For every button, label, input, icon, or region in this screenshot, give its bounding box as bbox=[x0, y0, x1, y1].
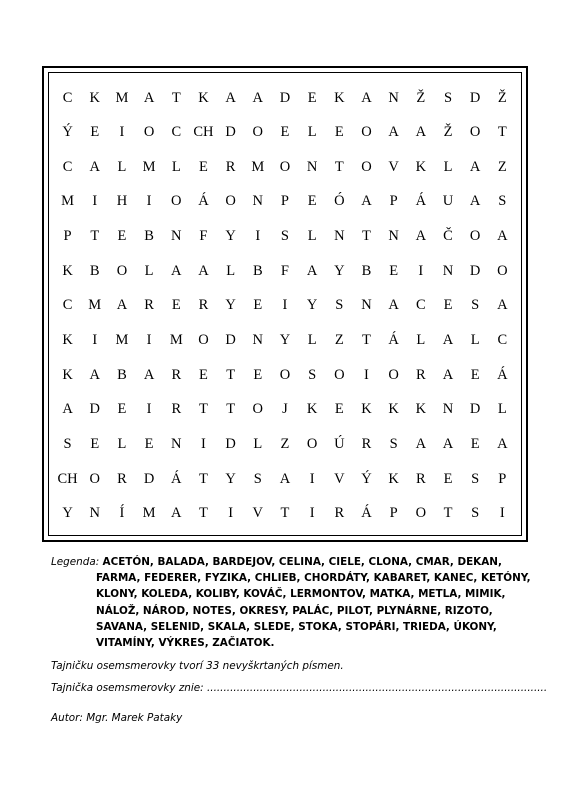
grid-cell: U bbox=[442, 193, 454, 210]
grid-cell: E bbox=[90, 124, 100, 141]
grid-cell: Y bbox=[279, 332, 291, 349]
grid-cell: E bbox=[334, 401, 344, 418]
grid-cell: O bbox=[361, 124, 372, 141]
grid-cell: Z bbox=[497, 158, 507, 175]
grid-cell: Ž bbox=[443, 124, 453, 141]
grid-cell: Á bbox=[361, 505, 372, 522]
legend-line-3: KLONY, KOLEDA, KOLIBY, KOVÁČ, LERMONTOV, MATKA, METLA, MIMIK, bbox=[96, 588, 506, 601]
grid-cell: O bbox=[306, 436, 318, 453]
grid-cell: I bbox=[309, 470, 315, 487]
grid-cell: Ý bbox=[361, 470, 372, 487]
grid-cell: N bbox=[442, 262, 454, 279]
grid-cell: O bbox=[334, 366, 345, 383]
grid-cell: M bbox=[115, 332, 129, 349]
grid-row bbox=[54, 222, 516, 252]
legend-line-4: NÁLOŽ, NÁROD, NOTES, OKRESY, PALÁC, PILOT, PLYNÁRNE, RIZOTO, bbox=[96, 604, 493, 617]
grid-row bbox=[54, 464, 516, 494]
grid-cell: P bbox=[63, 228, 72, 245]
grid-cell: L bbox=[117, 158, 127, 175]
grid-cell: B bbox=[361, 262, 372, 279]
grid-cell: A bbox=[442, 436, 454, 453]
grid-cell: L bbox=[171, 158, 181, 175]
grid-cell: A bbox=[388, 124, 399, 141]
grid-cell: K bbox=[334, 89, 345, 106]
grid-cell: Y bbox=[225, 228, 236, 245]
grid-cell: A bbox=[89, 366, 100, 383]
grid-cell: A bbox=[415, 124, 427, 141]
grid-cell: K bbox=[306, 401, 318, 418]
grid-cell: R bbox=[361, 436, 372, 453]
grid-cell: K bbox=[89, 89, 100, 106]
grid-cell: L bbox=[470, 332, 480, 349]
grid-cell: T bbox=[362, 332, 371, 349]
grid-cell: C bbox=[62, 297, 73, 314]
grid-cell: M bbox=[115, 89, 129, 106]
grid-cell: Y bbox=[306, 297, 318, 314]
grid-cell: N bbox=[306, 158, 318, 175]
grid-cell: E bbox=[253, 297, 263, 314]
grid-cell: N bbox=[171, 436, 182, 453]
grid-cell: T bbox=[226, 366, 236, 383]
grid-cell: N bbox=[388, 228, 399, 245]
grid-cell: A bbox=[469, 158, 481, 175]
grid-cell: S bbox=[308, 366, 317, 383]
grid-cell: D bbox=[89, 401, 100, 418]
grid-cell: A bbox=[469, 193, 481, 210]
grid-cell: Z bbox=[280, 436, 290, 453]
grid-cell: T bbox=[199, 470, 208, 487]
grid-cell: O bbox=[143, 124, 155, 141]
grid-cell: A bbox=[415, 436, 427, 453]
word-search-grid bbox=[42, 66, 528, 542]
grid-cell: I bbox=[364, 366, 369, 383]
grid-cell: B bbox=[252, 262, 263, 279]
grid-cell: A bbox=[306, 262, 318, 279]
grid-cell: O bbox=[225, 193, 236, 210]
grid-row bbox=[54, 360, 516, 390]
grid-cell: E bbox=[171, 297, 181, 314]
grid-cell: Ó bbox=[334, 193, 345, 210]
grid-cell: T bbox=[362, 228, 371, 245]
grid-cell: I bbox=[92, 193, 98, 210]
grid-cell: K bbox=[388, 470, 399, 487]
grid-cell: N bbox=[89, 505, 100, 522]
grid-cell: E bbox=[90, 436, 100, 453]
grid-cell: I bbox=[309, 505, 315, 522]
grid-cell: I bbox=[201, 436, 206, 453]
grid-cell: E bbox=[144, 436, 154, 453]
grid-cell: O bbox=[279, 158, 291, 175]
grid-cell: T bbox=[334, 158, 344, 175]
grid-cell: A bbox=[497, 297, 508, 314]
grid-row bbox=[54, 118, 516, 148]
grid-cell: C bbox=[62, 158, 73, 175]
grid-cell: T bbox=[199, 505, 208, 522]
grid-cell: M bbox=[61, 193, 75, 210]
legend-words: ACETÓN, BALADA, BARDEJOV, CELINA, CIELE, CLONA, CMAR, DEKAN, bbox=[102, 556, 502, 568]
grid-cell: T bbox=[171, 89, 181, 106]
grid-cell: R bbox=[415, 366, 426, 383]
grid-cell: P bbox=[498, 470, 507, 487]
grid-cell: F bbox=[280, 262, 289, 279]
legend bbox=[51, 554, 531, 651]
grid-cell: A bbox=[143, 366, 155, 383]
grid-cell: C bbox=[62, 89, 73, 106]
grid-cell: E bbox=[253, 366, 263, 383]
grid-cell: D bbox=[225, 436, 236, 453]
grid-cell: O bbox=[469, 228, 481, 245]
grid-cell: L bbox=[443, 158, 453, 175]
author-credit: Autor: Mgr. Marek Pataky bbox=[51, 712, 183, 724]
grid-cell: O bbox=[469, 124, 481, 141]
grid-row bbox=[54, 187, 516, 217]
grid-cell: J bbox=[282, 401, 288, 418]
grid-cell: E bbox=[443, 470, 453, 487]
grid-cell: A bbox=[497, 228, 508, 245]
grid-cell: I bbox=[255, 228, 261, 245]
grid-cell: S bbox=[471, 505, 480, 522]
grid-cell: I bbox=[146, 332, 152, 349]
grid-cell: CH bbox=[57, 470, 78, 487]
grid-cell: K bbox=[415, 401, 427, 418]
grid-cell: P bbox=[389, 193, 398, 210]
grid-cell: A bbox=[89, 158, 100, 175]
grid-cell: L bbox=[497, 401, 507, 418]
grid-cell: M bbox=[142, 158, 156, 175]
grid-cell: D bbox=[469, 401, 481, 418]
grid-cell: N bbox=[171, 228, 182, 245]
grid-cell: B bbox=[117, 366, 127, 383]
grid-cell: L bbox=[253, 436, 263, 453]
grid-cell: A bbox=[442, 332, 454, 349]
grid-cell: O bbox=[361, 158, 372, 175]
grid-cell: V bbox=[388, 158, 399, 175]
grid-cell: T bbox=[497, 124, 507, 141]
grid-cell: T bbox=[280, 505, 290, 522]
grid-cell: E bbox=[199, 158, 208, 175]
grid-cell: S bbox=[253, 470, 262, 487]
grid-inner-border bbox=[48, 72, 522, 536]
grid-cell: N bbox=[252, 193, 264, 210]
grid-cell: R bbox=[171, 401, 182, 418]
grid-cell: Y bbox=[225, 297, 236, 314]
grid-cell: E bbox=[443, 297, 453, 314]
grid-cell: E bbox=[117, 401, 127, 418]
grid-cell: O bbox=[497, 262, 508, 279]
grid-cell: A bbox=[442, 366, 454, 383]
grid-cell: L bbox=[307, 228, 317, 245]
grid-cell: I bbox=[146, 193, 152, 210]
legend-line-6: VITAMÍNY, VÝKRES, ZAČIATOK. bbox=[96, 637, 275, 650]
grid-cell: N bbox=[334, 228, 345, 245]
grid-cell: N bbox=[361, 297, 372, 314]
grid-cell: A bbox=[225, 89, 236, 106]
grid-rows bbox=[49, 73, 521, 535]
grid-cell: I bbox=[92, 332, 98, 349]
grid-cell: O bbox=[279, 366, 291, 383]
grid-cell: Á bbox=[198, 193, 209, 210]
grid-cell: T bbox=[90, 228, 100, 245]
grid-cell: Á bbox=[171, 470, 182, 487]
grid-cell: A bbox=[171, 505, 182, 522]
grid-cell: M bbox=[142, 505, 156, 522]
grid-row bbox=[54, 395, 516, 425]
grid-cell: Y bbox=[334, 262, 345, 279]
grid-cell: M bbox=[88, 297, 102, 314]
grid-row bbox=[54, 256, 516, 286]
grid-cell: R bbox=[415, 470, 426, 487]
grid-cell: C bbox=[497, 332, 508, 349]
grid-cell: S bbox=[389, 436, 398, 453]
grid-cell: C bbox=[415, 297, 426, 314]
grid-cell: Z bbox=[334, 332, 344, 349]
grid-cell: E bbox=[389, 262, 399, 279]
grid-cell: S bbox=[498, 193, 507, 210]
grid-cell: R bbox=[334, 505, 345, 522]
grid-cell: E bbox=[280, 124, 290, 141]
grid-cell: T bbox=[443, 505, 453, 522]
grid-cell: Á bbox=[497, 366, 508, 383]
grid-cell: I bbox=[499, 505, 505, 522]
grid-cell: I bbox=[418, 262, 424, 279]
grid-cell: R bbox=[198, 297, 209, 314]
grid-cell: O bbox=[252, 401, 264, 418]
grid-cell: A bbox=[116, 297, 128, 314]
grid-cell: B bbox=[89, 262, 100, 279]
grid-cell: Á bbox=[415, 193, 427, 210]
grid-cell: R bbox=[144, 297, 154, 314]
grid-cell: I bbox=[228, 505, 234, 522]
grid-cell: O bbox=[388, 366, 399, 383]
grid-cell: Č bbox=[443, 228, 453, 245]
grid-cell: L bbox=[144, 262, 154, 279]
grid-cell: K bbox=[62, 332, 73, 349]
grid-cell: F bbox=[199, 228, 208, 245]
grid-cell: L bbox=[226, 262, 236, 279]
grid-row bbox=[54, 291, 516, 321]
grid-cell: T bbox=[199, 401, 208, 418]
grid-cell: C bbox=[171, 124, 182, 141]
grid-cell: T bbox=[226, 401, 236, 418]
grid-cell: A bbox=[415, 228, 427, 245]
grid-cell: K bbox=[62, 366, 73, 383]
grid-cell: K bbox=[388, 401, 399, 418]
grid-cell: O bbox=[116, 262, 128, 279]
grid-cell: Ý bbox=[62, 124, 73, 141]
grid-row bbox=[54, 152, 516, 182]
grid-cell: L bbox=[307, 124, 317, 141]
grid-cell: E bbox=[334, 124, 344, 141]
grid-cell: A bbox=[252, 89, 264, 106]
grid-cell: V bbox=[252, 505, 264, 522]
grid-cell: S bbox=[471, 470, 480, 487]
grid-cell: P bbox=[280, 193, 289, 210]
grid-cell: I bbox=[119, 124, 125, 141]
grid-cell: E bbox=[470, 366, 480, 383]
grid-cell: R bbox=[117, 470, 127, 487]
grid-cell: A bbox=[279, 470, 291, 487]
legend-line-5: SAVANA, SELENID, SKALA, SLEDE, STOKA, STOPÁRI, TRIEDA, ÚKONY, bbox=[96, 620, 497, 633]
grid-cell: A bbox=[171, 262, 182, 279]
grid-row bbox=[54, 83, 516, 113]
grid-cell: A bbox=[143, 89, 155, 106]
grid-cell: D bbox=[469, 89, 481, 106]
grid-cell: Á bbox=[388, 332, 399, 349]
grid-cell: R bbox=[171, 366, 182, 383]
grid-cell: A bbox=[497, 436, 508, 453]
grid-cell: D bbox=[469, 262, 481, 279]
legend-label: Legenda: bbox=[51, 556, 100, 568]
grid-cell: M bbox=[251, 158, 265, 175]
grid-cell: H bbox=[116, 193, 128, 210]
grid-cell: K bbox=[415, 158, 427, 175]
grid-row bbox=[54, 326, 516, 356]
grid-cell: I bbox=[146, 401, 152, 418]
grid-cell: A bbox=[62, 401, 73, 418]
grid-cell: E bbox=[117, 228, 127, 245]
secret-answer-line: Tajnička osemsmerovky znie: ....................................................................................................... bbox=[51, 682, 548, 694]
grid-cell: D bbox=[225, 124, 236, 141]
grid-cell: E bbox=[307, 89, 317, 106]
grid-cell: A bbox=[388, 297, 399, 314]
grid-cell: S bbox=[335, 297, 344, 314]
grid-cell: D bbox=[279, 89, 291, 106]
grid-cell: D bbox=[143, 470, 155, 487]
grid-cell: S bbox=[63, 436, 72, 453]
grid-cell: K bbox=[198, 89, 209, 106]
grid-cell: K bbox=[361, 401, 372, 418]
grid-cell: CH bbox=[193, 124, 214, 141]
grid-cell: A bbox=[198, 262, 209, 279]
grid-row bbox=[54, 499, 516, 529]
grid-cell: R bbox=[225, 158, 236, 175]
grid-cell: E bbox=[307, 193, 317, 210]
grid-cell: B bbox=[144, 228, 154, 245]
grid-cell: S bbox=[471, 297, 480, 314]
grid-cell: Y bbox=[225, 470, 236, 487]
grid-cell: N bbox=[252, 332, 264, 349]
grid-cell: Ú bbox=[334, 436, 345, 453]
grid-cell: E bbox=[470, 436, 480, 453]
grid-cell: P bbox=[389, 505, 398, 522]
legend-line-1 bbox=[51, 554, 521, 570]
legend-line-2: FARMA, FEDERER, FYZIKA, CHLIEB, CHORDÁTY, KABARET, KANEC, KETÓNY, bbox=[96, 572, 531, 585]
grid-cell: O bbox=[89, 470, 100, 487]
grid-cell: Í bbox=[119, 505, 125, 522]
grid-cell: O bbox=[415, 505, 427, 522]
grid-cell: S bbox=[443, 89, 453, 106]
secret-count-note: Tajničku osemsmerovky tvorí 33 nevyškrtaných písmen. bbox=[51, 660, 344, 672]
grid-row bbox=[54, 430, 516, 460]
grid-cell: Y bbox=[62, 505, 73, 522]
grid-cell: A bbox=[361, 89, 372, 106]
grid-cell: E bbox=[199, 366, 208, 383]
grid-cell: A bbox=[361, 193, 372, 210]
grid-cell: O bbox=[171, 193, 182, 210]
grid-cell: O bbox=[198, 332, 209, 349]
grid-cell: S bbox=[280, 228, 289, 245]
grid-cell: N bbox=[388, 89, 399, 106]
grid-cell: M bbox=[169, 332, 183, 349]
grid-cell: N bbox=[442, 401, 454, 418]
grid-cell: V bbox=[334, 470, 345, 487]
grid-cell: D bbox=[225, 332, 236, 349]
grid-cell: L bbox=[307, 332, 317, 349]
grid-cell: L bbox=[416, 332, 426, 349]
grid-cell: K bbox=[62, 262, 73, 279]
grid-cell: L bbox=[117, 436, 127, 453]
grid-cell: O bbox=[252, 124, 264, 141]
grid-cell: I bbox=[282, 297, 288, 314]
grid-cell: Ž bbox=[497, 89, 507, 106]
grid-cell: Ž bbox=[416, 89, 426, 106]
